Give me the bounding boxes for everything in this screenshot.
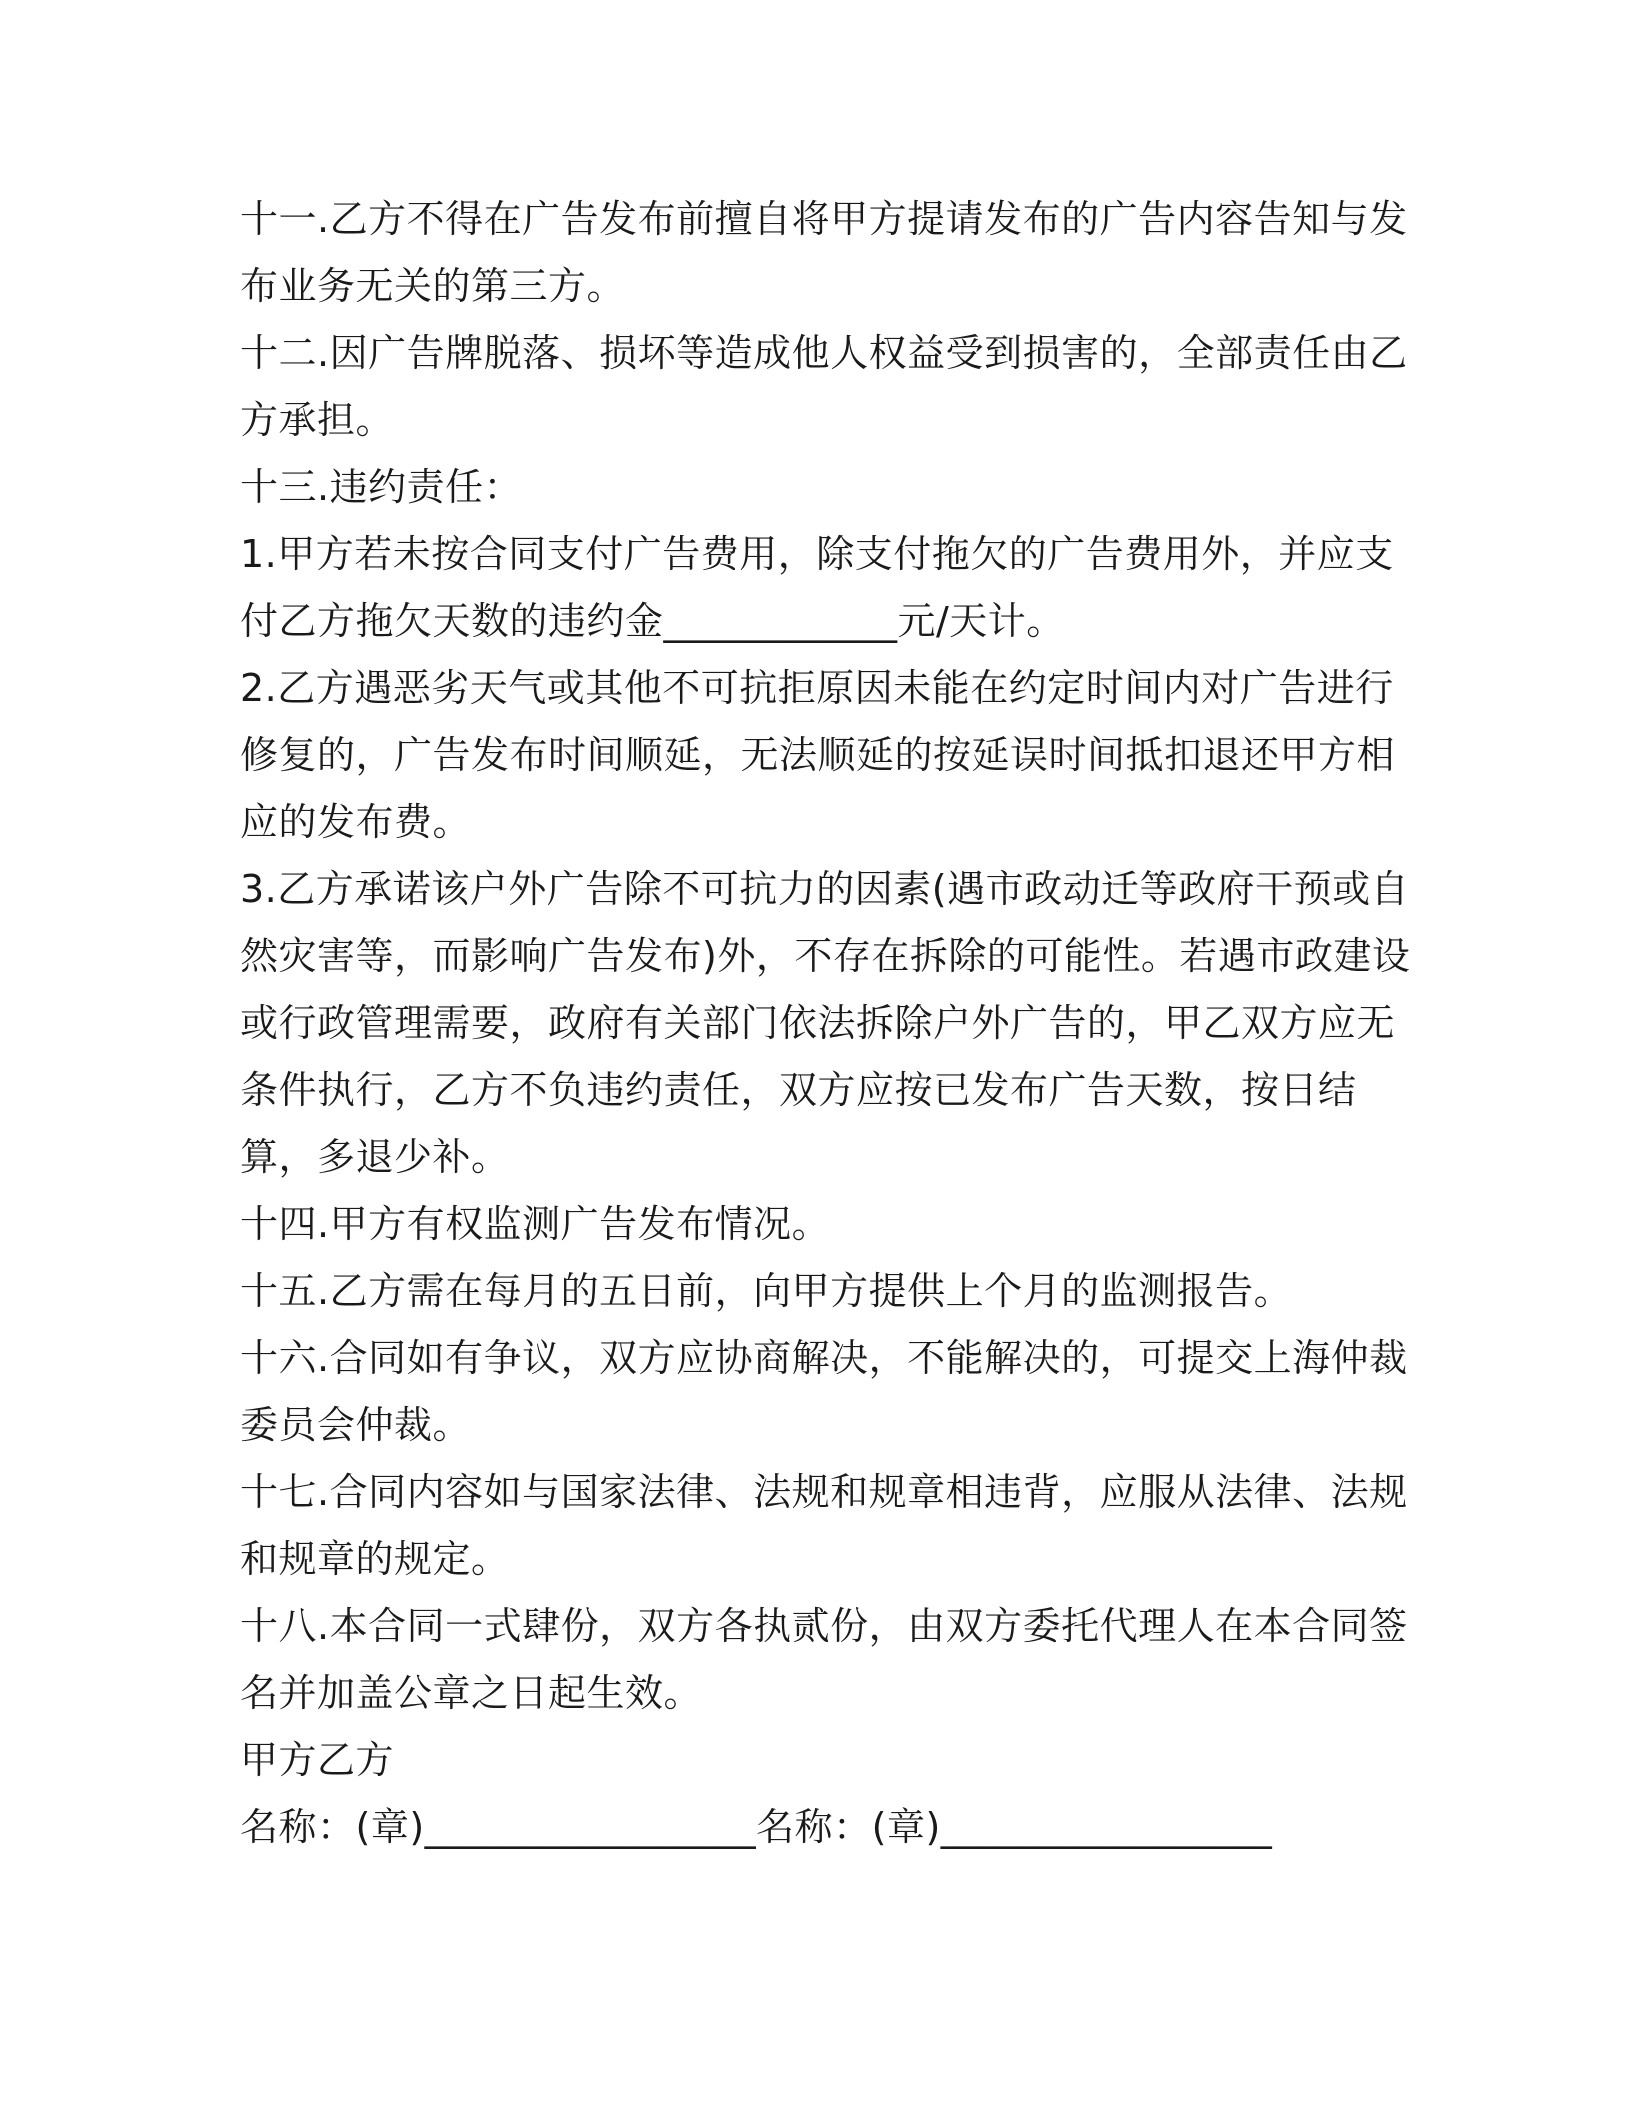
clause-18-line-2: 名并加盖公章之日起生效。 [240,1671,703,1715]
clause-13-item-3-line-4: 条件执行，乙方不负违约责任，双方应按已发布广告天数，按日结 [240,1068,1357,1112]
clause-16-line-1: 十六.合同如有争议，双方应协商解决，不能解决的，可提交上海仲裁 [240,1336,1408,1380]
clause-13-item-3-line-2: 然灾害等，而影响广告发布)外，不存在拆除的可能性。若遇市政建设 [240,934,1411,978]
clause-13-item-2-line-3: 应的发布费。 [240,800,472,844]
clause-14: 十四.甲方有权监测广告发布情况。 [240,1202,831,1246]
parties-label: 甲方乙方 [240,1738,395,1782]
clause-17-line-1: 十七.合同内容如与国家法律、法规和规章相违背，应服从法律、法规 [240,1470,1408,1514]
clause-13-item-1-line-1: 1.甲方若未按合同支付广告费用，除支付拖欠的广告费用外，并应支 [240,532,1394,576]
clause-15: 十五.乙方需在每月的五日前，向甲方提供上个月的监测报告。 [240,1269,1293,1313]
clause-13-item-3-line-5: 算，多退少补。 [240,1135,510,1179]
clause-13-item-2-line-2: 修复的，广告发布时间顺延，无法顺延的按延误时间抵扣退还甲方相 [240,733,1396,777]
clause-13-item-3-line-3: 或行政管理需要，政府有关部门依法拆除户外广告的，甲乙双方应无 [240,1001,1396,1045]
clause-12-line-2: 方承担。 [240,398,395,442]
clause-18-line-1: 十八.本合同一式肆份，双方各执贰份，由双方委托代理人在本合同签 [240,1604,1408,1648]
clause-11-line-1: 十一.乙方不得在广告发布前擅自将甲方提请发布的广告内容告知与发 [240,197,1408,241]
clause-12-line-1: 十二.因广告牌脱落、损坏等造成他人权益受到损害的，全部责任由乙 [240,331,1408,375]
clause-16-line-2: 委员会仲裁。 [240,1403,472,1447]
document-body [240,186,1411,1861]
clause-13-item-3-line-1: 3.乙方承诺该户外广告除不可抗力的因素(遇市政动迁等政府干预或自 [240,867,1410,911]
clause-11-line-2: 布业务无关的第三方。 [240,264,626,308]
clause-13-heading: 十三.违约责任： [240,465,523,509]
clause-13-item-2-line-1: 2.乙方遇恶劣天气或其他不可抗拒原因未能在约定时间内对广告进行 [240,666,1394,710]
signature-name-line: 名称：(章)_________________名称：(章)_________________ [240,1805,1273,1849]
clause-13-item-1-line-2: 付乙方拖欠天数的违约金____________元/天计。 [240,599,1065,643]
clause-17-line-2: 和规章的规定。 [240,1537,510,1581]
